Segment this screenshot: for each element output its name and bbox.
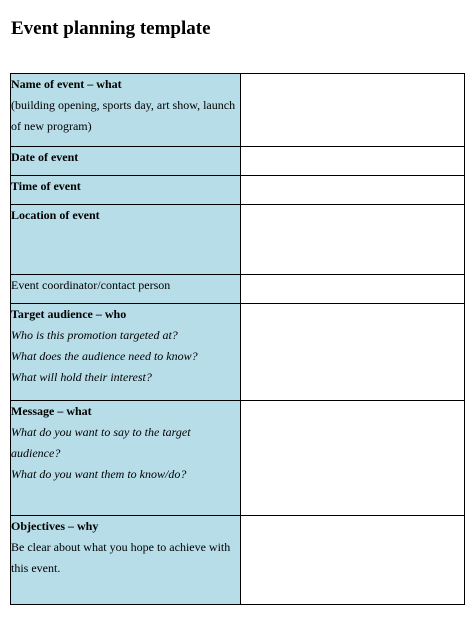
row-heading: Objectives – why: [11, 519, 99, 533]
row-question: What does the audience need to know?: [11, 349, 198, 363]
event-coordinator-label-cell: [11, 275, 241, 304]
target-audience-field[interactable]: [241, 304, 465, 401]
table-row: [11, 205, 465, 275]
date-of-event-label-cell: [11, 147, 241, 176]
row-heading: Event coordinator/contact person: [11, 278, 171, 292]
row-heading: Name of event – what: [11, 77, 122, 91]
name-of-event-field[interactable]: [241, 74, 465, 147]
row-heading: Location of event: [11, 208, 100, 222]
table-row: [11, 176, 465, 205]
row-heading: Message – what: [11, 404, 92, 418]
row-heading: Time of event: [11, 179, 81, 193]
name-of-event-label-cell: [11, 74, 241, 147]
date-of-event-field[interactable]: [241, 147, 465, 176]
location-of-event-field[interactable]: [241, 205, 465, 275]
row-heading: Target audience – who: [11, 307, 127, 321]
time-of-event-field[interactable]: [241, 176, 465, 205]
location-of-event-label-cell: [11, 205, 241, 275]
row-question: What will hold their interest?: [11, 370, 152, 384]
table-row: [11, 74, 465, 147]
event-coordinator-field[interactable]: [241, 275, 465, 304]
objectives-field[interactable]: [241, 516, 465, 605]
row-detail: Be clear about what you hope to achieve with this event.: [11, 540, 231, 575]
row-question: Who is this promotion targeted at?: [11, 328, 178, 342]
objectives-label-cell: [11, 516, 241, 605]
message-field[interactable]: [241, 401, 465, 516]
row-heading: Date of event: [11, 150, 79, 164]
table-row: [11, 304, 465, 401]
target-audience-label-cell: [11, 304, 241, 401]
time-of-event-label-cell: [11, 176, 241, 205]
event-planning-table: [10, 73, 465, 605]
row-question: What do you want them to know/do?: [11, 467, 187, 481]
table-row: [11, 516, 465, 605]
page-title: Event planning template: [11, 18, 211, 39]
table-row: [11, 275, 465, 304]
table-row: [11, 147, 465, 176]
message-label-cell: [11, 401, 241, 516]
row-detail: (building opening, sports day, art show, launch of new program): [11, 98, 236, 133]
table-row: [11, 401, 465, 516]
row-question: What do you want to say to the target audience?: [11, 425, 191, 460]
